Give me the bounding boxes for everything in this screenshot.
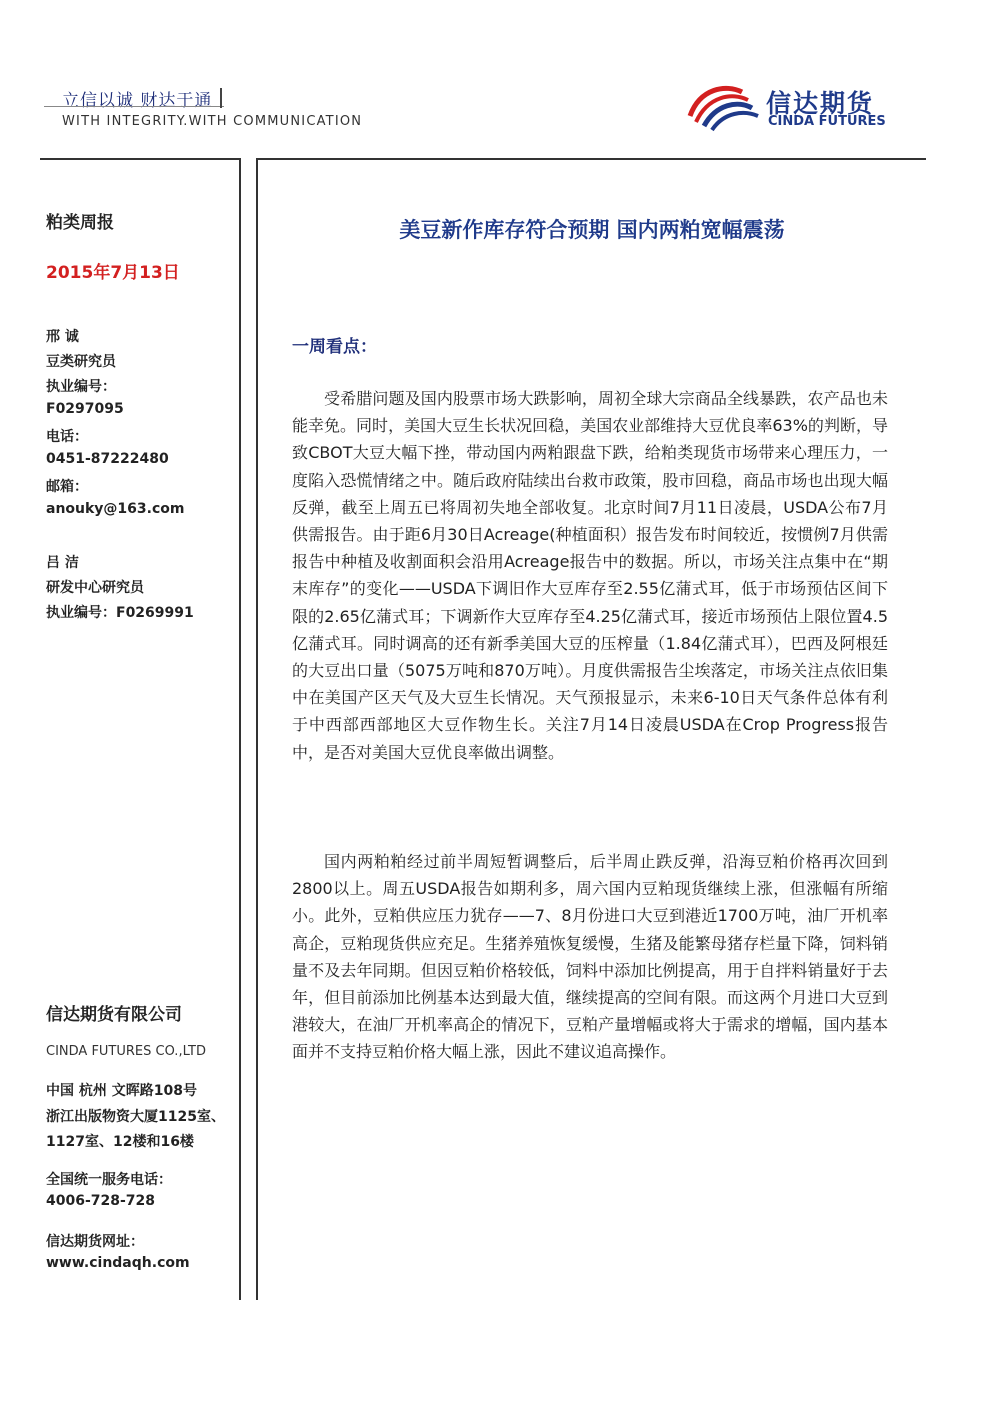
company-address-line: 中国 杭州 文晖路108号 xyxy=(46,1083,197,1099)
author-title: 研发中心研究员 xyxy=(46,580,144,596)
slogan-english: WITH INTEGRITY.WITH COMMUNICATION xyxy=(62,114,363,129)
logo-chinese-name: 信达期货 xyxy=(766,89,875,118)
logo-english-name: CINDA FUTURES xyxy=(768,114,886,129)
cinda-logo-icon xyxy=(686,82,760,132)
header-rule-right xyxy=(258,158,926,160)
website-label: 信达期货网址： xyxy=(46,1234,144,1250)
company-address-line: 1127室、12楼和16楼 xyxy=(46,1134,194,1150)
author-phone: 0451-87222480 xyxy=(46,451,169,467)
slogan-chinese: 立信以诚 财达于通 xyxy=(62,91,213,111)
slogan-divider xyxy=(220,88,222,108)
author-email-label: 邮箱： xyxy=(46,479,88,495)
author-title: 豆类研究员 xyxy=(46,354,116,370)
body-paragraph: 国内两粕粕经过前半周短暂调整后，后半周止跌反弹，沿海豆粕价格再次回到2800以上。周五USDA报告如期利多，周六国内豆粕现货继续上涨，但涨幅有所缩小。此外，豆粕供应压力犹存——7、8月份进口大豆到港近1700万吨，油厂开机率高企，豆粕现货供应充足。生猪养殖恢复缓慢，生猪及能繁母猪存栏量下降，饲料销量不及去年同期。但因豆粕价格较低，饲料中添加比例提高，用于自拌料销量好于去年，但目前添加比例基本达到最大值，继续提高的空间有限。而这两个月进口大豆到港较大，在油厂开机率高企的情况下，豆粕产量增幅或将大于需求的增幅，国内基本面并不支持豆粕价格大幅上涨，因此不建议追高操作。 xyxy=(292,852,888,1062)
report-type: 粕类周报 xyxy=(46,213,114,233)
section-heading: 一周看点： xyxy=(292,337,377,357)
author-license-number: F0297095 xyxy=(46,401,124,417)
body-paragraph: 受希腊问题及国内股票市场大跌影响，周初全球大宗商品全线暴跌，农产品也未能幸免。同时，美国大豆生长状况回稳，美国农业部维持大豆优良率63%的判断，导致CBOT大豆大幅下挫，带动国内两粕跟盘下跌，给粕类现货市场带来心理压力，一度陷入恐慌情绪之中。随后政府陆续出台救市政策，股市回稳，商品市场也出现大幅反弹，截至上周五已将周初失地全部收复。北京时间7月11日凌晨，USDA公布7月供需报告。由于距6月30日Acreage(种植面积）报告发布时间较近，按惯例7月供需报告中种植及收割面积会沿用Acreage报告中的数据。所以，市场关注点集中在“期末库存”的变化——USDA下调旧作大豆库存至2.55亿蒲式耳，低于市场预估区间下限的2.65亿蒲式耳；下调新作大豆库存至4.25亿蒲式耳，接近市场预估上限位置4.5亿蒲式耳。同时调高的还有新季美国大豆的压榨量（1.84亿蒲式耳），巴西及阿根廷的大豆出口量（5075万吨和870万吨）。月度供需报告尘埃落定，市场关注点依旧集中在美国产区天气及大豆生长情况。天气预报显示，未来6-10日天气条件总体有利于中西部西部地区大豆作物生长。关注7月14日凌晨USDA在Crop Progress报告中，是否对美国大豆优良率做出调整。 xyxy=(292,389,888,762)
author-license: 执业编号：F0269991 xyxy=(46,605,194,621)
hotline-number: 4006-728-728 xyxy=(46,1193,156,1209)
author-name: 邢 诚 xyxy=(46,329,79,345)
hotline-label: 全国统一服务电话： xyxy=(46,1172,172,1188)
slogan-underline xyxy=(44,106,224,107)
company-name-english: CINDA FUTURES CO.,LTD xyxy=(46,1044,206,1059)
author-name: 吕 洁 xyxy=(46,555,79,571)
header-rule-left xyxy=(40,158,240,160)
report-date: 2015年7月13日 xyxy=(46,263,180,283)
author-phone-label: 电话： xyxy=(46,429,88,445)
column-divider-right xyxy=(256,158,258,1300)
company-address-line: 浙江出版物资大厦1125室、 xyxy=(46,1109,225,1125)
website-link[interactable]: www.cindaqh.com xyxy=(46,1255,190,1271)
column-divider-left xyxy=(239,158,241,1300)
author-license-label: 执业编号： xyxy=(46,379,116,395)
document-title: 美豆新作库存符合预期 国内两粕宽幅震荡 xyxy=(399,218,785,242)
company-name-chinese: 信达期货有限公司 xyxy=(46,1005,182,1025)
author-email[interactable]: anouky@163.com xyxy=(46,501,185,517)
